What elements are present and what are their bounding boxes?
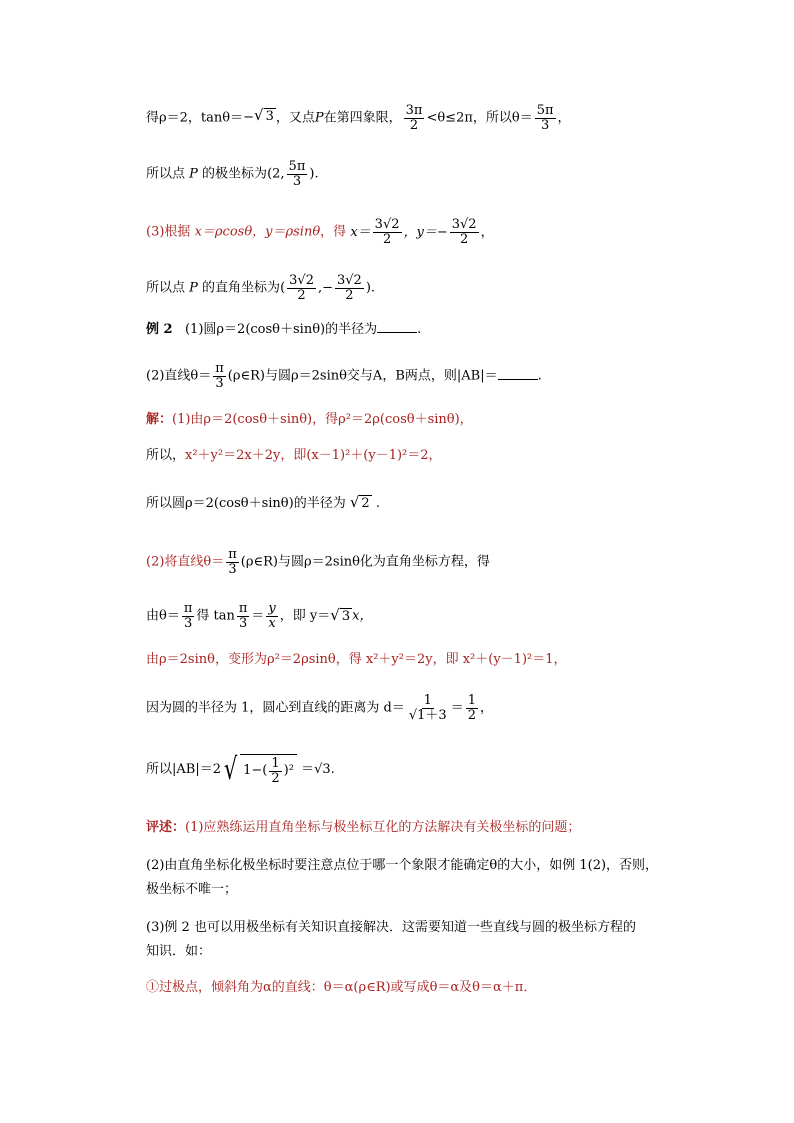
line-16 [146,856,658,876]
line-15 [146,818,580,838]
fraction [287,274,316,302]
solution-label: 解： [146,412,173,427]
denominator: 3 [183,615,193,631]
fraction [266,602,277,630]
text: 极坐标不唯一； [146,882,238,897]
text: )² [283,763,294,779]
denominator: 3 [215,375,224,391]
line-7 [146,410,473,430]
numerator: 1 [423,693,432,708]
sqrt-expression: √ 1−( $\frac{1}{2}$ )² [221,754,297,785]
formula: x²＋y²＝2x＋2y，即(x－1)²＋(y－1)²＝2， [185,448,442,463]
text: 由ρ＝2sinθ，变形为ρ²＝2ρsinθ，得 x²＋y²＝2y，即 x²＋(y－1)²＝1， [146,652,567,667]
text: ). [309,166,319,182]
var-p: P [314,110,324,126]
line-18 [146,918,636,938]
line-4 [146,274,375,302]
line-1 [146,104,571,132]
numerator: 5π [288,159,306,174]
line-13 [146,694,493,722]
line-8 [146,446,442,466]
text: 得ρ＝2，tanθ＝ [146,110,244,126]
text: (3)根据 [146,224,191,240]
text: (1)由ρ＝2(cosθ＋sinθ)，得ρ²＝2ρ(cosθ＋sinθ)， [172,412,473,427]
text: ， [479,700,493,716]
text: ， [557,110,571,126]
math [350,217,494,247]
denominator: x [268,615,276,631]
denominator: 3 [228,561,237,577]
text: ，得 [320,224,347,240]
numerator: 3√2 [374,217,400,232]
line-9 [146,494,380,514]
formula: x＝ρcosθ，y＝ρsinθ [194,224,321,240]
numerator: 1 [271,756,280,771]
text: ). [365,280,376,296]
numerator: 5π [536,103,554,118]
numerator: π [215,361,224,376]
fraction [373,218,402,246]
radicand: 2 [361,496,370,512]
text: ，又点 [275,110,315,126]
text: (3)例 2 也可以用极坐标有关知识直接解决．这需要知道一些直线与圆的极坐标方程的 [146,920,636,935]
denominator: 2 [271,770,280,786]
example-label: 例 2 [146,322,173,337]
text: 得 tan [196,608,235,624]
text: ①过极点，倾斜角为α的直线：θ＝α(ρ∈R)或写成θ＝α及θ＝α＋π． [146,980,537,995]
text: 的极坐标为 [202,166,268,182]
numerator: y [268,601,276,616]
fraction [466,694,478,722]
numerator: π [183,601,193,616]
text: ＝ [450,700,464,716]
denominator: 3 [540,117,550,133]
text: ，y＝− [403,224,448,240]
denominator: 2 [345,287,354,303]
line-10 [146,548,490,576]
numerator: 3π [405,103,423,118]
fraction [535,104,556,132]
text: 所以|AB|＝2 [146,762,221,778]
denominator: 3 [238,615,248,631]
answer-blank [377,320,417,333]
line-17 [146,880,237,900]
fraction [237,602,250,630]
sqrt-2: √ 2 [349,493,370,512]
numerator: 3√2 [289,273,314,288]
text: 由θ＝ [146,608,180,624]
text: <θ≤2π，所以θ＝ [426,110,533,126]
text: 1−( [243,763,268,779]
fraction [269,757,281,785]
text: ＝√3. [301,762,335,778]
denominator: 2 [467,707,476,723]
text: (2, [267,166,285,182]
numerator: 3√2 [337,273,362,288]
text: 所以点 [146,166,186,182]
line-19 [146,942,211,962]
text: ＝ [251,608,265,624]
text: (ρ∈R)与圆ρ＝2sinθ化为直角坐标方程，得 [240,554,490,570]
fraction [450,218,479,246]
text: (1)应熟练运用直角坐标与极坐标互化的方法解决有关极坐标的问题； [185,820,581,835]
line-11 [146,602,372,630]
numerator: π [228,547,237,562]
text: 所以圆ρ＝2(cosθ＋sinθ)的半径为 [146,496,346,511]
numerator: 3√2 [451,217,477,232]
text: 知识．如： [146,944,212,959]
text: 所以点 [146,280,186,296]
radicand: 3 [341,608,351,624]
text: ,− [317,280,333,296]
numerator: π [238,601,248,616]
text: x， [352,608,373,624]
fraction [213,362,226,390]
text: 的直角坐标为 [202,280,281,296]
comment-label: 评述： [146,820,186,835]
fraction [182,602,195,630]
text: ( [280,280,286,296]
var-p: P [189,280,198,296]
numerator: 1 [467,693,476,708]
text: x＝ [350,224,371,240]
denominator: 3 [292,173,302,189]
text: 所以， [146,448,186,463]
text: (ρ∈R)与圆ρ＝2sinθ交与A，B两点，则|AB|＝ [227,368,498,384]
radicand: 3 [264,108,276,128]
text: (2)直线θ＝ [146,368,212,384]
denominator: 2 [460,231,469,247]
line-14 [146,751,335,787]
denominator: 2 [409,117,419,133]
text: 因为圆的半径为 1，圆心到直线的距离为 d＝ [146,700,405,716]
fraction [287,160,308,188]
text: (1)圆ρ＝2(cosθ＋sinθ)的半径为 [184,322,378,337]
sqrt-3: − √ 3 [243,108,276,128]
fraction [335,274,364,302]
answer-blank [498,367,538,380]
line-6 [146,362,542,390]
text: (2)由直角坐标化极坐标时要注意点位于哪一个象限才能确定θ的大小，如例 1(2)，否则， [146,858,659,873]
denominator: 2 [297,287,306,303]
text: 在第四象限， [323,110,402,126]
var-p: P [189,166,198,182]
text: . [375,496,380,511]
sqrt-3: √ 3 [330,605,351,624]
fraction [404,104,425,132]
text: . [537,368,542,384]
fraction [226,548,239,576]
denominator: √1＋3 [408,707,447,723]
text: ， [480,224,494,240]
denominator: 2 [382,231,392,247]
line-5 [146,320,421,340]
text: (2)将直线θ＝ [146,554,225,570]
text: ，即 y＝ [279,608,331,624]
line-2 [146,160,319,188]
line-12 [146,650,567,670]
fraction [407,694,449,722]
line-20 [146,978,536,998]
text: . [417,322,422,337]
line-3 [146,218,494,246]
